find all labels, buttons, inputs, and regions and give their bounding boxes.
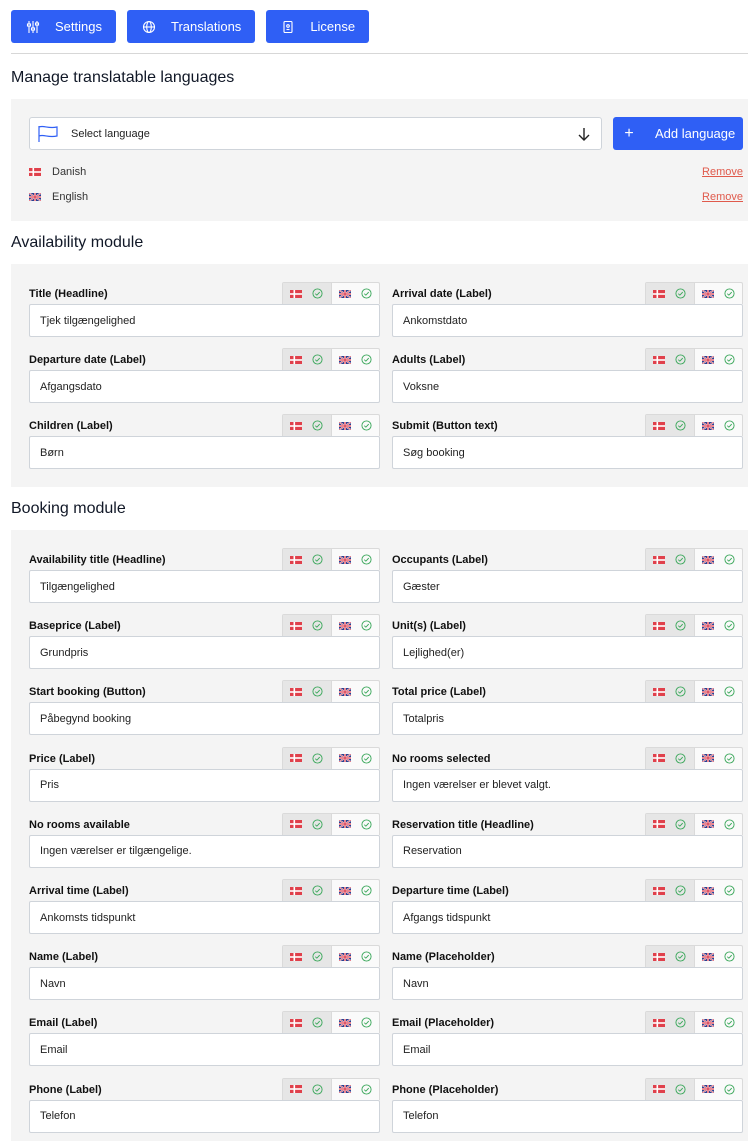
danish-flag-icon (29, 168, 41, 176)
danish-flag-icon (290, 754, 302, 762)
languages-panel (11, 99, 748, 221)
danish-flag-icon (653, 290, 665, 298)
danish-flag-icon (653, 1085, 665, 1093)
field-label: Name (Placeholder) (392, 951, 495, 964)
danish-flag-icon (653, 1019, 665, 1027)
uk-flag-icon (339, 356, 351, 364)
tab-danish[interactable] (646, 946, 694, 967)
check-circle-icon (361, 819, 372, 830)
danish-flag-icon (290, 622, 302, 630)
language-tabs (282, 282, 380, 304)
field-label: Arrival time (Label) (29, 885, 129, 897)
uk-flag-icon (339, 887, 351, 895)
check-circle-icon (361, 1017, 372, 1028)
field-label: Baseprice (Label) (29, 620, 121, 633)
field-label: Children (Label) (29, 420, 113, 432)
tab-english[interactable] (694, 349, 743, 370)
translation-input[interactable]: Påbegynd booking (29, 702, 380, 735)
translations-button[interactable] (127, 10, 255, 43)
danish-flag-icon (290, 422, 302, 430)
uk-flag-icon (339, 556, 351, 564)
field-label: Departure time (Label) (392, 885, 509, 897)
add-language-button[interactable] (613, 117, 743, 150)
language-tabs (645, 879, 743, 901)
check-circle-icon (724, 951, 735, 962)
danish-flag-icon (653, 622, 665, 630)
check-circle-icon (312, 885, 323, 896)
translation-input[interactable]: Telefon (29, 1100, 380, 1133)
language-tabs (282, 879, 380, 901)
tab-english[interactable] (694, 1012, 743, 1033)
language-tabs (645, 747, 743, 769)
check-circle-icon (675, 1017, 686, 1028)
translation-input[interactable]: Afgangsdato (29, 370, 380, 403)
uk-flag-icon (339, 1019, 351, 1027)
uk-flag-icon (702, 356, 714, 364)
language-tabs (282, 548, 380, 570)
language-tabs (282, 680, 380, 702)
translation-field (392, 813, 743, 871)
translation-field (29, 879, 380, 937)
tab-english[interactable] (694, 615, 743, 636)
language-tabs (645, 282, 743, 304)
tab-danish[interactable] (283, 349, 331, 370)
field-label: Arrival date (Label) (392, 288, 492, 300)
translation-field (392, 414, 743, 472)
check-circle-icon (724, 753, 735, 764)
uk-flag-icon (702, 556, 714, 564)
field-label: No rooms selected (392, 752, 491, 765)
languages-section-title: Manage translatable languages (11, 69, 235, 86)
uk-flag-icon (702, 622, 714, 630)
translation-input[interactable]: Navn (29, 967, 380, 1000)
check-circle-icon (724, 288, 735, 299)
settings-label: Settings (55, 19, 102, 34)
check-circle-icon (724, 819, 735, 830)
check-circle-icon (675, 819, 686, 830)
tab-danish[interactable] (646, 349, 694, 370)
uk-flag-icon (702, 754, 714, 762)
language-tabs (645, 1011, 743, 1033)
language-tabs (645, 813, 743, 835)
check-circle-icon (312, 554, 323, 565)
tab-english[interactable] (331, 880, 380, 901)
danish-flag-icon (653, 356, 665, 364)
language-tabs (282, 813, 380, 835)
tab-danish[interactable] (283, 1012, 331, 1033)
check-circle-icon (361, 620, 372, 631)
translation-field (29, 348, 380, 406)
booking-panel (11, 530, 748, 1141)
tab-danish[interactable] (283, 1079, 331, 1100)
uk-flag-icon (702, 1019, 714, 1027)
flag-outline-icon (37, 125, 59, 143)
translation-input[interactable]: Email (29, 1033, 380, 1066)
danish-flag-icon (290, 688, 302, 696)
field-label: Phone (Label) (29, 1083, 102, 1096)
uk-flag-icon (339, 688, 351, 696)
uk-flag-icon (29, 193, 41, 201)
check-circle-icon (724, 354, 735, 365)
translation-field (392, 747, 743, 805)
translation-input[interactable]: Afgangs tidspunkt (392, 901, 743, 934)
tab-english[interactable] (331, 283, 380, 304)
translation-input[interactable]: Voksne (392, 370, 743, 403)
arrow-down-icon (575, 125, 593, 143)
field-label: Price (Label) (29, 752, 96, 765)
danish-flag-icon (290, 887, 302, 895)
uk-flag-icon (702, 953, 714, 961)
check-circle-icon (312, 420, 323, 431)
check-circle-icon (361, 753, 372, 764)
field-label: Start booking (Button) (29, 686, 146, 699)
check-circle-icon (724, 554, 735, 565)
language-tabs (645, 414, 743, 436)
check-circle-icon (675, 951, 686, 962)
translation-input[interactable]: Grundpris (29, 636, 380, 669)
translation-field (29, 1011, 380, 1069)
top-nav (11, 10, 369, 43)
tab-english[interactable] (331, 1012, 380, 1033)
translation-field (392, 1078, 743, 1136)
uk-flag-icon (702, 887, 714, 895)
tab-english[interactable] (331, 748, 380, 769)
translation-field (392, 614, 743, 672)
language-row-english (29, 187, 743, 207)
license-icon (280, 19, 296, 35)
uk-flag-icon (339, 953, 351, 961)
danish-flag-icon (290, 290, 302, 298)
tab-danish[interactable] (283, 880, 331, 901)
language-name: Danish (52, 166, 87, 178)
divider (11, 53, 748, 54)
translation-field (29, 1078, 380, 1136)
danish-flag-icon (653, 754, 665, 762)
tab-english[interactable] (694, 283, 743, 304)
tab-english[interactable] (694, 880, 743, 901)
remove-english-link[interactable]: Remove (702, 191, 743, 203)
tab-english[interactable] (331, 415, 380, 436)
booking-section-title: Booking module (11, 500, 126, 517)
language-select-value: Select language (71, 127, 150, 140)
translation-input[interactable]: Pris (29, 769, 380, 802)
uk-flag-icon (339, 422, 351, 430)
translation-field (29, 548, 380, 606)
translation-field (392, 348, 743, 406)
translation-field (29, 747, 380, 805)
uk-flag-icon (702, 290, 714, 298)
tab-danish[interactable] (646, 415, 694, 436)
field-label: Unit(s) (Label) (392, 620, 466, 633)
translation-input[interactable]: Tjek tilgængelighed (29, 304, 380, 337)
tab-danish[interactable] (646, 283, 694, 304)
field-label: Departure date (Label) (29, 354, 146, 366)
check-circle-icon (361, 554, 372, 565)
field-label: Email (Placeholder) (392, 1017, 495, 1030)
tab-english[interactable] (694, 1079, 743, 1100)
check-circle-icon (724, 686, 735, 697)
check-circle-icon (312, 1084, 323, 1095)
tab-danish[interactable] (646, 814, 694, 835)
field-label: Availability title (Headline) (29, 554, 166, 566)
check-circle-icon (675, 288, 686, 299)
uk-flag-icon (339, 820, 351, 828)
field-label: Occupants (Label) (392, 554, 488, 566)
tab-danish[interactable] (283, 615, 331, 636)
tab-danish[interactable] (283, 283, 331, 304)
language-tabs (282, 348, 380, 370)
field-label: Reservation title (Headline) (392, 818, 534, 831)
tab-english[interactable] (331, 681, 380, 702)
tab-english[interactable] (331, 349, 380, 370)
language-tabs (282, 614, 380, 636)
uk-flag-icon (702, 1085, 714, 1093)
availability-panel (11, 264, 748, 487)
translation-input[interactable]: Lejlighed(er) (392, 636, 743, 669)
translation-input[interactable]: Søg booking (392, 436, 743, 469)
tab-danish[interactable] (646, 748, 694, 769)
tab-danish[interactable] (646, 615, 694, 636)
translation-field (392, 879, 743, 937)
translation-input[interactable]: Totalpris (392, 702, 743, 735)
check-circle-icon (675, 554, 686, 565)
field-label: Title (Headline) (29, 288, 108, 300)
language-tabs (645, 1078, 743, 1100)
uk-flag-icon (339, 754, 351, 762)
tab-danish[interactable] (283, 549, 331, 570)
uk-flag-icon (339, 1085, 351, 1093)
uk-flag-icon (339, 290, 351, 298)
availability-section-title: Availability module (11, 234, 144, 251)
plus-icon: + (624, 124, 634, 142)
language-name: English (52, 191, 89, 203)
field-label: Adults (Label) (392, 354, 466, 366)
danish-flag-icon (653, 887, 665, 895)
tab-english[interactable] (694, 814, 743, 835)
tab-english[interactable] (694, 946, 743, 967)
tab-danish[interactable] (283, 748, 331, 769)
tab-english[interactable] (331, 946, 380, 967)
license-button[interactable] (266, 10, 369, 43)
danish-flag-icon (653, 422, 665, 430)
tab-danish[interactable] (283, 415, 331, 436)
tab-english[interactable] (694, 415, 743, 436)
translation-input[interactable]: Børn (29, 436, 380, 469)
check-circle-icon (361, 885, 372, 896)
translation-field (392, 680, 743, 738)
check-circle-icon (361, 951, 372, 962)
check-circle-icon (312, 819, 323, 830)
translation-input[interactable]: Gæster (392, 570, 743, 603)
field-label: Name (Label) (29, 951, 99, 964)
translation-input[interactable]: Tilgængelighed (29, 570, 380, 603)
check-circle-icon (675, 753, 686, 764)
translation-field (29, 414, 380, 472)
tab-danish[interactable] (646, 549, 694, 570)
tab-danish[interactable] (646, 1079, 694, 1100)
add-language-label: Add language (655, 126, 736, 141)
translation-input[interactable]: Telefon (392, 1100, 743, 1133)
translation-input[interactable]: Email (392, 1033, 743, 1066)
globe-icon (141, 19, 157, 35)
check-circle-icon (361, 354, 372, 365)
check-circle-icon (724, 885, 735, 896)
uk-flag-icon (702, 688, 714, 696)
danish-flag-icon (290, 1085, 302, 1093)
danish-flag-icon (290, 820, 302, 828)
language-tabs (282, 414, 380, 436)
danish-flag-icon (290, 356, 302, 364)
tab-danish[interactable] (283, 814, 331, 835)
check-circle-icon (675, 885, 686, 896)
language-tabs (282, 747, 380, 769)
check-circle-icon (724, 620, 735, 631)
check-circle-icon (675, 1084, 686, 1095)
check-circle-icon (312, 951, 323, 962)
danish-flag-icon (290, 953, 302, 961)
check-circle-icon (675, 420, 686, 431)
uk-flag-icon (702, 820, 714, 828)
check-circle-icon (724, 1017, 735, 1028)
translation-input[interactable]: Reservation (392, 835, 743, 868)
check-circle-icon (312, 354, 323, 365)
check-circle-icon (361, 1084, 372, 1095)
language-tabs (282, 945, 380, 967)
translation-field (29, 282, 380, 340)
translation-field (29, 680, 380, 738)
translation-input[interactable]: Ingen værelser er tilgængelige. (29, 835, 380, 868)
translation-input[interactable]: Ankomstdato (392, 304, 743, 337)
check-circle-icon (675, 354, 686, 365)
uk-flag-icon (702, 422, 714, 430)
check-circle-icon (312, 686, 323, 697)
tab-english[interactable] (331, 1079, 380, 1100)
language-tabs (645, 614, 743, 636)
danish-flag-icon (290, 556, 302, 564)
check-circle-icon (361, 288, 372, 299)
check-circle-icon (675, 620, 686, 631)
tab-english[interactable] (331, 549, 380, 570)
sliders-icon (25, 19, 41, 35)
field-label: No rooms available (29, 818, 130, 831)
tab-english[interactable] (694, 748, 743, 769)
language-tabs (645, 348, 743, 370)
language-select[interactable] (29, 117, 602, 150)
tab-english[interactable] (694, 549, 743, 570)
field-label: Phone (Placeholder) (392, 1083, 499, 1096)
tab-danish[interactable] (646, 880, 694, 901)
uk-flag-icon (339, 622, 351, 630)
check-circle-icon (312, 620, 323, 631)
check-circle-icon (361, 686, 372, 697)
translation-field (392, 282, 743, 340)
translation-field (29, 614, 380, 672)
danish-flag-icon (653, 820, 665, 828)
license-label: License (310, 19, 356, 34)
tab-danish[interactable] (283, 946, 331, 967)
tab-english[interactable] (331, 814, 380, 835)
check-circle-icon (312, 288, 323, 299)
tab-danish[interactable] (283, 681, 331, 702)
danish-flag-icon (653, 688, 665, 696)
tab-danish[interactable] (646, 1012, 694, 1033)
translations-label: Translations (170, 19, 242, 34)
translation-input[interactable]: Navn (392, 967, 743, 1000)
translation-field (392, 548, 743, 606)
danish-flag-icon (290, 1019, 302, 1027)
remove-danish-link[interactable]: Remove (702, 166, 743, 178)
translation-input[interactable]: Ingen værelser er blevet valgt. (392, 769, 743, 802)
check-circle-icon (312, 1017, 323, 1028)
translation-field (29, 813, 380, 871)
language-tabs (645, 945, 743, 967)
settings-button[interactable] (11, 10, 116, 43)
language-tabs (282, 1011, 380, 1033)
tab-english[interactable] (694, 681, 743, 702)
language-tabs (645, 548, 743, 570)
check-circle-icon (361, 420, 372, 431)
danish-flag-icon (653, 556, 665, 564)
language-tabs (282, 1078, 380, 1100)
translation-field (392, 945, 743, 1003)
danish-flag-icon (653, 953, 665, 961)
tab-english[interactable] (331, 615, 380, 636)
language-tabs (645, 680, 743, 702)
check-circle-icon (312, 753, 323, 764)
field-label: Total price (Label) (392, 686, 486, 699)
check-circle-icon (724, 420, 735, 431)
translation-input[interactable]: Ankomsts tidspunkt (29, 901, 380, 934)
tab-danish[interactable] (646, 681, 694, 702)
translation-field (29, 945, 380, 1003)
field-label: Email (Label) (29, 1017, 98, 1030)
translation-field (392, 1011, 743, 1069)
check-circle-icon (724, 1084, 735, 1095)
language-row-danish (29, 162, 743, 182)
field-label: Submit (Button text) (392, 420, 498, 432)
check-circle-icon (675, 686, 686, 697)
